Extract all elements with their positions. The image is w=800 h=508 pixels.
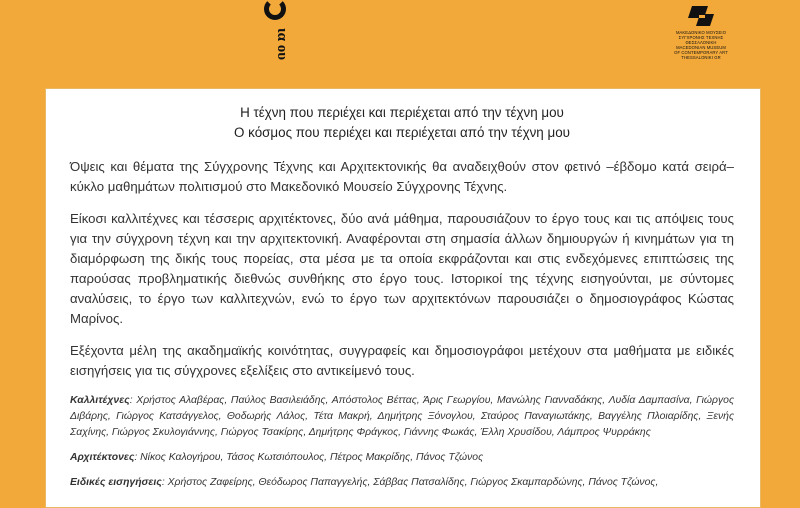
speakers-list: : Χρήστος Ζαφείρης, Θεόδωρος Παπαγγελής, Σάββας Πατσαλίδης, Γιώργος Σκαμπαρδώνης, Πάνος Τζώνος, bbox=[161, 477, 659, 488]
paragraph-intro: Όψεις και θέματα της Σύγχρονης Τέχνης και Αρχιτεκτονικής θα αναδειχθούν στον φετινό –έβδομο κατά σειρά– κύκλο μαθημάτων πολιτισμού στο Μακεδονικό Μουσείο Σύγχρονης Τέχνης. bbox=[70, 159, 734, 194]
speakers-credits bbox=[70, 475, 734, 491]
brand-fragment-text: ια ου bbox=[274, 28, 290, 61]
title-line-1: Η τέχνη που περιέχει και περιέχεται από την τέχνη μου bbox=[240, 105, 564, 120]
logo-line: OF CONTEMPORARY ART bbox=[674, 50, 728, 55]
logo-line: ΘΕΣΣΑΛΟΝΙΚΗ bbox=[685, 40, 717, 45]
paragraph-description: Είκοσι καλλιτέχνες και τέσσερις αρχιτέκτονες, δύο ανά μάθημα, παρουσιάζουν το έργο τους και τις απόψεις τους για την σύγχρονη τέχνη και την αρχιτεκτονική. Αναφέρονται στη σημασία άλλων δημιουργών ή κινημάτων για τη διαμόρφωση της δικής τους πορείας, στα μέσα με τα οποία εκφράζονται και στις ενδεχόμενες επιπτώσεις της παρούσας προβληματικής διεθνώς συνθήκης στο έργο τους. Ιστορικοί της τέχνης εισηγούνται, με σύντομες αναλύσεις, το έργο των καλλιτεχνών, ενώ το έργο των αρχιτεκτόνων παρουσιάζει ο δημοσιογράφος Κώστας Μαρίνος. bbox=[70, 211, 734, 326]
paragraph-speakers-intro: Εξέχοντα μέλη της ακαδημαϊκής κοινότητας, συγγραφείς και δημοσιογράφοι μετέχουν στα μαθήματα με ειδικές εισηγήσεις για τις σύγχρονες εξελίξεις στο αντικείμενό τους. bbox=[70, 343, 734, 378]
architects-credits bbox=[70, 450, 734, 466]
brand-letter-g-icon bbox=[264, 0, 286, 20]
document-panel bbox=[45, 88, 761, 508]
header-band bbox=[0, 0, 800, 72]
logo-line: THESSALONIKI GR bbox=[681, 55, 721, 60]
artists-credits bbox=[70, 393, 734, 441]
speakers-label: Ειδικές εισηγήσεις bbox=[70, 477, 162, 488]
architects-label: Αρχιτέκτονες bbox=[70, 452, 135, 463]
logo-line: MACEDONIAN MUSEUM bbox=[676, 45, 726, 50]
logo-line: ΣΥΓΧΡΟΝΗΣ ΤΕΧΝΗΣ bbox=[678, 35, 724, 40]
logo-line: ΜΑΚΕΔΟΝΙΚΟ ΜΟΥΣΕΙΟ bbox=[675, 30, 727, 35]
architects-list: : Νίκος Καλογήρου, Τάσος Κωτσιόπουλος, Πέτρος Μακρίδης, Πάνος Τζώνος bbox=[134, 452, 484, 463]
artists-label: Καλλιτέχνες bbox=[70, 395, 130, 406]
title-line-2: Ο κόσμος που περιέχει και περιέχεται από την τέχνη μου bbox=[234, 125, 570, 140]
museum-logo-icon bbox=[682, 4, 716, 28]
museum-logo bbox=[660, 4, 740, 66]
museum-logo-text bbox=[662, 30, 740, 60]
brand-fragment bbox=[262, 0, 292, 72]
artists-list: : Χρήστος Αλαβέρας, Παύλος Βασιλειάδης, Απόστολος Βέττας, Άρις Γεωργίου, Μανώλης Γιανναδάκης, Λυδία Δαμπασίνα, Γιώργος Διβάρης, Γιώργος Κατσάγγελος, Θοδωρής Λάλος, Τέτα Μακρή, Δημήτρης Ξόνογλου, Σταύρος Παναγιωτάκης, Βαγγέλης Πλοιαρίδης, Ξενής Σαχίνης, Γιώργος Σκυλογιάννης, Γιώργος Τσακίρης, Δημήτρης Φράγκος, Γιάννης Φωκάς, Έλλη Χρυσίδου, Λάμπρος Ψυρράκης bbox=[70, 395, 734, 438]
